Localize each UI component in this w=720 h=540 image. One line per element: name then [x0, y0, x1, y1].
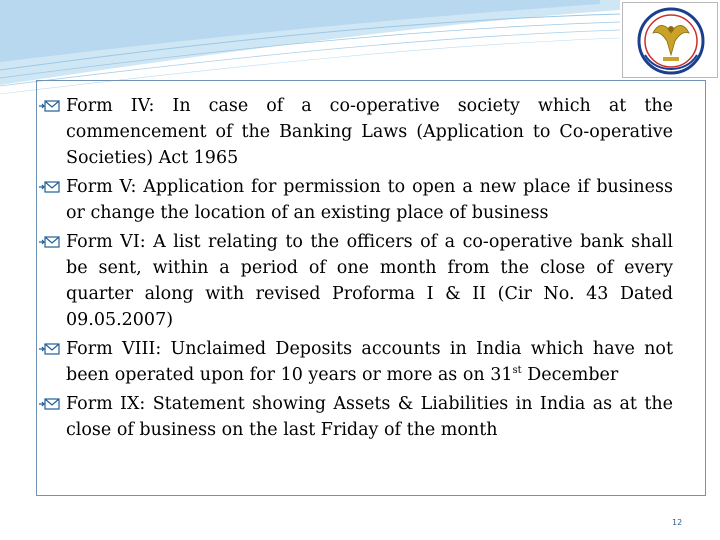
bullet-text: Form VI: A list relating to the officers of a co-operative bank shall be sent, within a period of one month from the close of every quarter along with revised Proforma I & II (Cir No. 43 Dated 09.05.2007): [66, 232, 673, 330]
envelope-arrow-icon: [38, 397, 64, 411]
bullet-text: [66, 336, 673, 388]
bullet-form-v: [37, 174, 707, 226]
logo: [622, 2, 718, 78]
bullet-form-ix: [37, 391, 707, 443]
bullet-text: Form IX: Statement showing Assets & Liabilities in India as at the close of business on the last Friday of the month: [66, 394, 673, 440]
page-number: 12: [672, 518, 683, 527]
bullet-text: Form V: Application for permission to open a new place if business or change the location of an existing place of business: [66, 177, 673, 223]
bullet-form-vi: [37, 229, 707, 333]
superscript-st: st: [512, 365, 522, 377]
envelope-arrow-icon: [38, 180, 64, 194]
envelope-arrow-icon: [38, 99, 64, 113]
envelope-arrow-icon: [38, 235, 64, 249]
bullet-text-main: Form VIII: Unclaimed Deposits accounts in India which have not been operated upon for 10 years or more as on 31: [66, 339, 673, 385]
bullet-form-iv: [37, 93, 707, 171]
bullet-form-viii: [37, 336, 707, 388]
icai-emblem-icon: [623, 3, 719, 79]
bullet-list: [37, 93, 707, 446]
envelope-arrow-icon: [38, 342, 64, 356]
bullet-text-after: December: [521, 365, 619, 385]
content-frame: [36, 80, 706, 496]
bullet-text: Form IV: In case of a co-operative society which at the commencement of the Banking Laws (Application to Co-operative Societies) Act 1965: [66, 96, 673, 168]
